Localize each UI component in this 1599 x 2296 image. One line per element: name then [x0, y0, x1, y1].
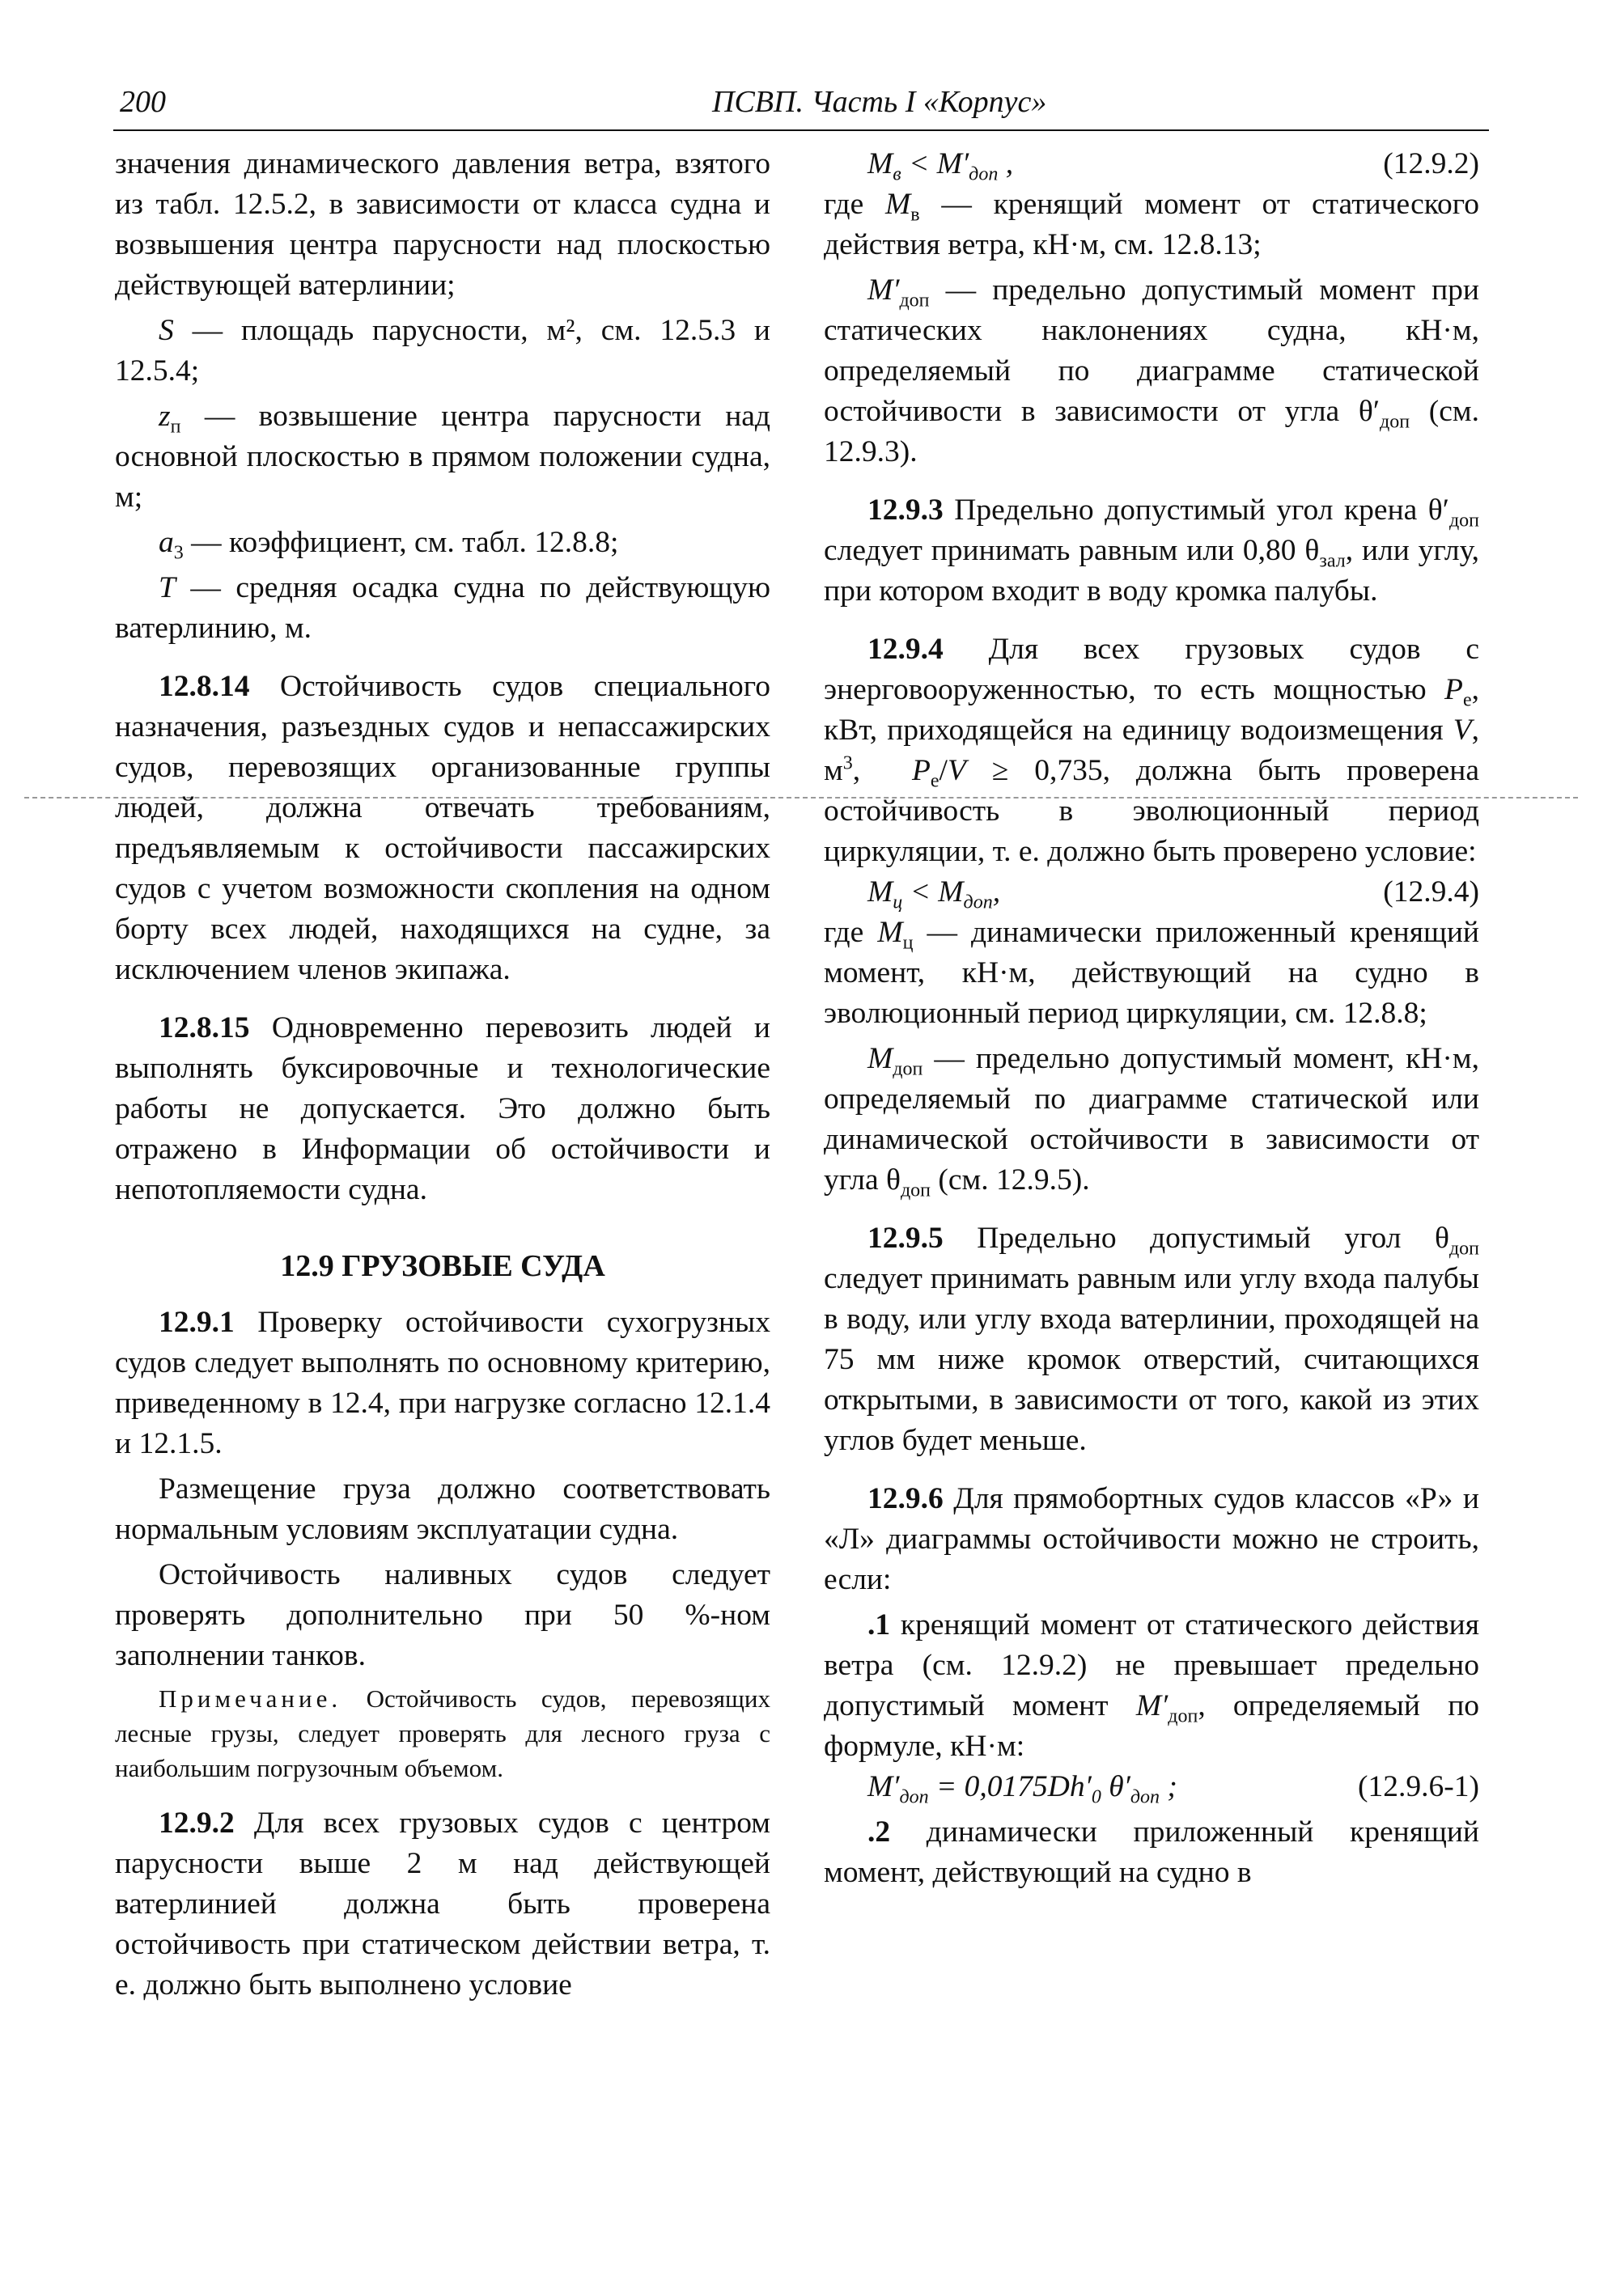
clause-12-9-2: 12.9.2 Для всех грузовых судов с центром парусности выше 2 м над действующей ватерлинией должна быть проверена остойчивость при статическом действии ветра, т. е. должно быть выполнено условие: [115, 1807, 771, 2002]
paragraph: значения динамического давления ветра, взятого из табл. 12.5.2, в зависимости от класса судна и возвышения центра парусности над плоскостью действующей ватерлинии;: [115, 147, 770, 302]
definition-Mc: где $M_ц$ — динамически приложенный кренящий момент, кН·м, действующий на судно в эволюционный период циркуляции, см. 12.8.8;: [824, 916, 1479, 1030]
section-heading: 12.9 ГРУЗОВЫЕ СУДА: [280, 1249, 605, 1283]
paragraph: Размещение груза должно соответствовать нормальным условиям эксплуатации судна.: [115, 1472, 770, 1546]
clause-12-9-1: 12.9.1 Проверку остойчивости сухогрузных судов следует выполнять по основному критерию, приведенному в 12.4, при нагрузке согласно 12.1.4 и 12.1.5.: [115, 1306, 770, 1460]
definition-Mv: где $M_в$ — кренящий момент от статического действия ветра, кН·м, см. 12.8.13;: [824, 188, 1479, 261]
page-number: 200: [120, 85, 166, 119]
formula-12-9-6-1: $M'_{доп} = 0,0175Dh'_0$ $\theta'_{доп}$ ; (12.9.6-1): [867, 1770, 1479, 1808]
paragraph: Остойчивость наливных судов следует проверять дополнительно при 50 %-ном заполнении танков.: [115, 1558, 770, 1672]
definition-Mdop: $M_{доп}$ — предельно допустимый момент, кН·м, определяемый по диаграмме статической или динамической остойчивости в зависимости от угла $\theta_{доп}$ (см. 12.9.5).: [824, 1042, 1479, 1201]
page-header: [113, 81, 1489, 131]
clause-12-8-15: 12.8.15 Одновременно перевозить людей и выполнять буксировочные и технологические работы не допускается. Это должно быть отражено в Информации об остойчивости и непотопляемости судна.: [115, 1011, 770, 1206]
formula-12-9-4: $M_ц < M_{доп}$, (12.9.4): [867, 875, 1479, 913]
clause-12-9-6: 12.9.6 Для прямобортных судов классов «Р» и «Л» диаграммы остойчивости можно не строить, если:: [824, 1482, 1479, 1596]
clause-12-8-14: 12.8.14 Остойчивость судов специального назначения, разъездных судов и непассажирских судов, перевозящих организованные группы людей, должна отвечать требованиям, предъявляемым к остойчивости пассажирских судов с учетом возможности скопления на одном борту всех людей, находящихся на судне, за исключением членов экипажа.: [115, 670, 770, 986]
definition-zp: $z_п$ — возвышение центра парусности над основной плоскостью в прямом положении судна, м;: [115, 400, 771, 514]
item-1: .1 кренящий момент от статического действия ветра (см. 12.9.2) не превышает предельно допустимый момент $M'_{доп}$, определяемый по формуле, кН·м:: [824, 1608, 1480, 1763]
definition-T: T — средняя осадка судна по действующую ватерлинию, м.: [115, 571, 770, 645]
definition-a3: $a_3$ — коэффициент, см. табл. 12.8.8;: [159, 526, 619, 564]
clause-12-9-5: 12.9.5 Предельно допустимый угол $\theta_{доп}$ следует принимать равным или углу входа палубы в воду, или углу входа ватерлинии, проходящей на 75 мм ниже кромок отверстий, считающихся открытыми, в зависимости от того, какой из этих углов будет меньше.: [824, 1222, 1480, 1457]
left-column: [115, 144, 770, 2006]
formula-12-9-2: $M_в < M'_{доп}$ , (12.9.2): [867, 147, 1479, 185]
running-title: ПСВП. Часть I «Корпус»: [712, 85, 1047, 119]
clause-12-9-4: 12.9.4 Для всех грузовых судов с энерговооруженностью, то есть мощностью $P_e$, кВт, приходящейся на единицу водоизмещения V, $м^3$, $P_e/V \ge 0,735$, должна быть проверена остойчивость в эволюционный период циркуляции, т. е. должно быть проверено условие:: [824, 633, 1479, 868]
definition-Mdop-prime: $M'_{доп}$ — предельно допустимый момент при статических наклонениях судна, кН·м, определяемый по диаграмме статической остойчивости в зависимости от угла $\theta'_{доп}$ (см. 12.9.3).: [824, 273, 1479, 468]
right-column: [824, 144, 1479, 1893]
note: Примечание. Остойчивость судов, перевозящих лесные грузы, следует проверять для лесного груза с наибольшим погрузочным объемом.: [115, 1684, 770, 1782]
clause-12-9-3: 12.9.3 Предельно допустимый угол крена $\theta'_{доп}$ следует принимать равным или 0,80 $\theta_{зал}$, или углу, при котором входит в воду кромка палубы.: [824, 494, 1480, 608]
item-2: .2 динамически приложенный кренящий момент, действующий на судно в: [824, 1815, 1479, 1889]
definition-S: S — площадь парусности, м², см. 12.5.3 и 12.5.4;: [115, 314, 770, 388]
